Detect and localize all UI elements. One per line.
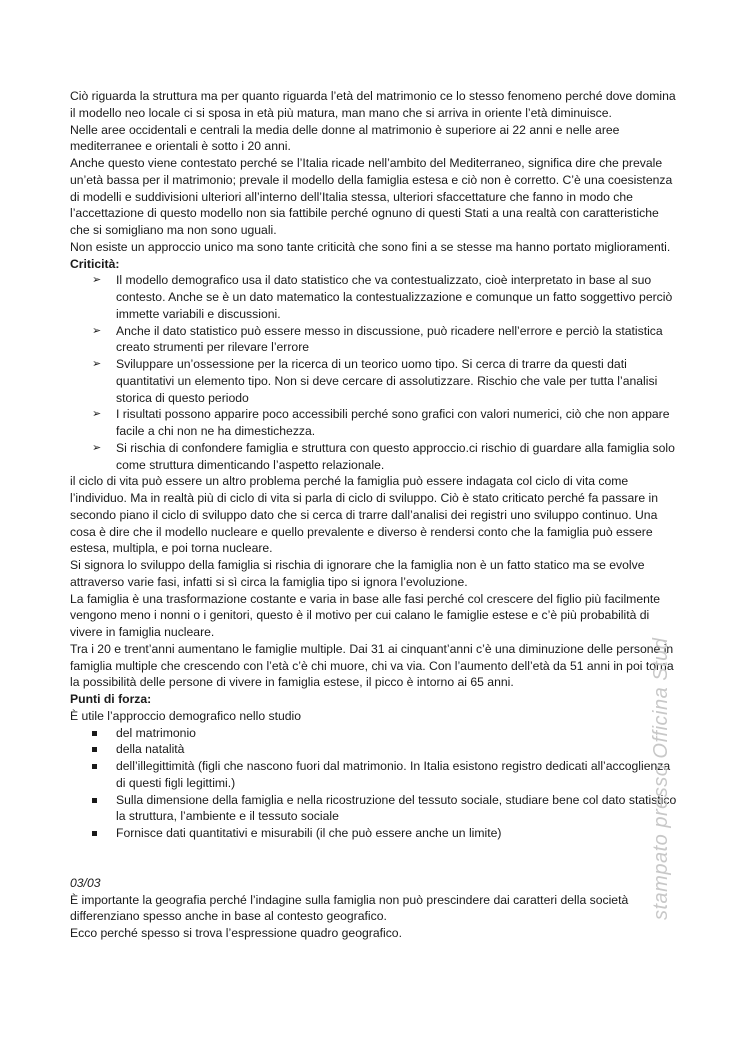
paragraph: Non esiste un approccio unico ma sono tante criticità che sono fini a se stesse ma hanno portato miglioramenti. (70, 239, 671, 254)
list-item: Fornisce dati quantitativi e misurabili (il che può essere anche un limite) (116, 825, 680, 842)
paragraph: Nelle aree occidentali e centrali la media delle donne al matrimonio è superiore ai 22 anni e nelle aree mediterranee e orientali è sotto i 20 anni. (70, 122, 620, 154)
list-item: del matrimonio (116, 725, 680, 742)
list-item: della natalità (116, 741, 680, 758)
list-item: ➢ I risultati possono apparire poco accessibili perché sono grafici con valori numerici, ciò che non appare facile a chi non ne ha dimestichezza. (116, 406, 680, 440)
paragraph: Ecco perché spesso si trova l’espressione quadro geografico. (70, 926, 402, 940)
paragraph: Anche questo viene contestato perché se l’Italia ricade nell’ambito del Mediterraneo, significa dire che prevale un’età bassa per il matrimonio; prevale il modello della famiglia estesa e ciò non è corretto. C’è una coesistenza di modelli e suddivisioni ulteriori all’interno dell’Italia stessa, ulteriori sfaccettature che fanno in modo che l’accettazione di questo modello non sia fattibile perché ognuno di questi Stati a una realtà con caratteristiche che si somigliano ma non sono uguali. (70, 156, 673, 237)
list-item: ➢ Si rischia di confondere famiglia e struttura con questo approccio.ci rischio di guardare alla famiglia solo come struttura dimenticando l’aspetto relazionale. (116, 440, 680, 474)
paragraph: Tra i 20 e trent’anni aumentano le famiglie multiple. Dai 31 ai cinquant’anni c’è una diminuzione delle persone in famiglia multiple che crescendo con l’età c’è chi muore, chi va via. Con l’aumento dell’età da 51 anni in poi torna la possibilità delle persone di vivere in famiglia estese, il picco è intorno ai 65 anni. (70, 641, 674, 690)
punti-intro: È utile l’approccio demografico nello studio (70, 708, 302, 723)
paragraph: Ciò riguarda la struttura ma per quanto riguarda l’età del matrimonio ce lo stesso fenomeno perché dove domina il modello neo locale ci si sposa in età più matura, man mano che si arriva in oriente l’età diminuisce. (70, 89, 676, 120)
criticita-heading: Criticità: (70, 256, 120, 271)
list-item: dell’illegittimità (figli che nascono fuori dal matrimonio. In Italia esistono registro dedicati all’accoglienza di questi figli legittimi.) (116, 758, 680, 792)
punti-di-forza-heading: Punti di forza: (70, 692, 152, 706)
list-item: ➢ Il modello demografico usa il dato statistico che va contestualizzato, cioè interpretato in base al suo contesto. Anche se è un dato matematico la contestualizzazione e comunque un fatto soggettivo perciò immette variabili e discussioni. (116, 272, 680, 322)
list-item: ➢ Sviluppare un’ossessione per la ricerca di un teorico uomo tipo. Si cerca di trarre da questi dati quantitativi un elemento tipo. Non si deve cercare di assolutizzare. Rischio che vale per tutta l’analisi storica di questo periodo (116, 356, 680, 406)
paragraph: Si signora lo sviluppo della famiglia si rischia di ignorare che la famiglia non è un fatto statico ma se evolve attraverso varie fasi, infatti si sì circa la famiglia tipo si ignora l’evoluzione. (70, 558, 645, 589)
paragraph: La famiglia è una trasformazione costante e varia in base alle fasi perché col crescere del figlio più facilmente vengono meno i nonni o i genitori, questo è il motivo per cui calano le famiglie estese e c’è più probabilità di vivere in famiglia nucleare. (70, 591, 661, 639)
paragraph: il ciclo di vita può essere un altro problema perché la famiglia può essere indagata col ciclo di vita come l’individuo. Ma in realtà più di ciclo di vita si parla di ciclo di sviluppo. Ciò è stato criticato perché fa passare in secondo piano il ciclo di sviluppo dato che si cerca di trarre dall’analisi dei registri uno sviluppo continuo. Una cosa è dire che il modello nucleare e quello prevalente e diverso è rendersi conto che la famiglia può essere estesa, multipla, e poi torna nucleare. (70, 474, 658, 556)
watermark: stampato presso Officina Stud (650, 637, 672, 920)
list-item: Sulla dimensione della famiglia e nella ricostruzione del tessuto sociale, studiare bene col dato statistico la struttura, l’ambiente e il tessuto sociale (116, 792, 680, 826)
date-heading: 03/03 (70, 875, 101, 890)
criticita-list (70, 272, 680, 473)
punti-list (70, 725, 680, 842)
paragraph: È importante la geografia perché l’indagine sulla famiglia non può prescindere dai caratteri della società differenziano spesso anche in base al contesto geografico. (70, 892, 629, 924)
list-item: ➢ Anche il dato statistico può essere messo in discussione, può ricadere nell’errore e perciò la statistica creato strumenti per rilevare l’errore (116, 323, 680, 357)
spacer (70, 842, 680, 875)
document-page (70, 88, 680, 942)
